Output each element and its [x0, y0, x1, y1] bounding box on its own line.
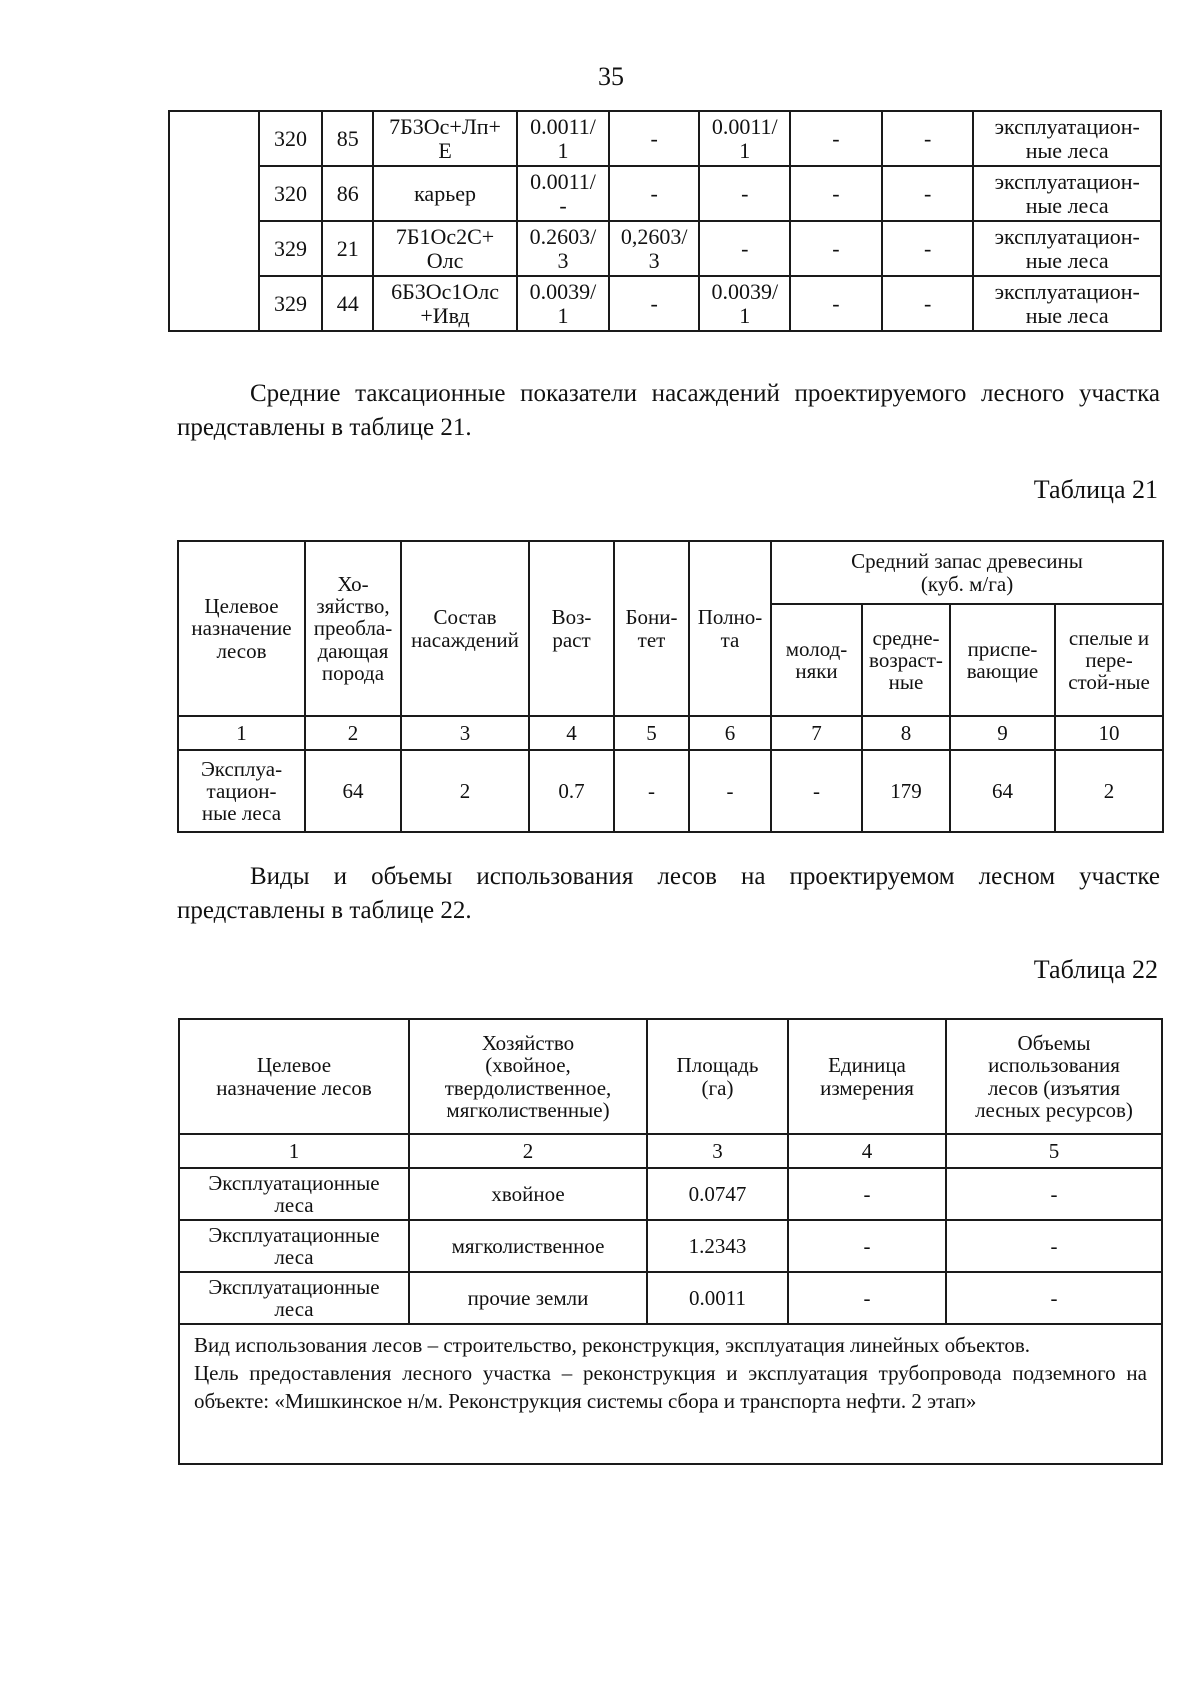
table-cell: хвойное	[409, 1168, 647, 1220]
table-cell: 6Б3Ос1Олс +Ивд	[373, 276, 517, 331]
column-number: 1	[179, 1134, 409, 1168]
column-number: 4	[788, 1134, 946, 1168]
table-row	[179, 1168, 1162, 1220]
column-number: 1	[178, 716, 305, 750]
continuation-table	[168, 110, 1162, 332]
column-header: Площадь (га)	[647, 1019, 788, 1134]
table-cell: -	[946, 1168, 1162, 1220]
t21-header-young: молод- няки	[771, 604, 862, 716]
table-row	[179, 1272, 1162, 1324]
paragraph-table21-intro: Средние таксационные показатели насаждений проектируемого лесного участка представлены в таблице 21.	[177, 380, 1160, 441]
table22-caption: Таблица 22	[1033, 955, 1158, 984]
table-cell: прочие земли	[409, 1272, 647, 1324]
table-cell: -	[609, 111, 700, 166]
table-cell: 2	[401, 750, 529, 832]
table-cell: эксплуатацион- ные леса	[973, 166, 1161, 221]
table-cell: 0,2603/ 3	[609, 221, 700, 276]
column-number: 4	[529, 716, 614, 750]
table-cell: -	[788, 1220, 946, 1272]
table-cell: -	[790, 276, 882, 331]
column-header: Хозяйство (хвойное, твердолиственное, мягколиственные)	[409, 1019, 647, 1134]
t21-header-farm: Хо- зяйство, преобла- дающая порода	[305, 541, 401, 716]
t21-header-density: Полно- та	[689, 541, 771, 716]
table-row	[179, 1220, 1162, 1272]
table-cell: -	[699, 166, 790, 221]
table-cell: 0.7	[529, 750, 614, 832]
column-number: 6	[689, 716, 771, 750]
column-header: Целевое назначение лесов	[179, 1019, 409, 1134]
table-cell: эксплуатацион- ные леса	[973, 221, 1161, 276]
table-cell: -	[946, 1272, 1162, 1324]
t21-header-age: Воз- раст	[529, 541, 614, 716]
table-cell: эксплуатацион- ные леса	[973, 276, 1161, 331]
t21-header-middle: средне- возраст- ные	[862, 604, 950, 716]
column-header: Единица измерения	[788, 1019, 946, 1134]
t21-header-composition: Состав насаждений	[401, 541, 529, 716]
table-cell: -	[882, 276, 974, 331]
table-cell: -	[882, 166, 974, 221]
column-number: 2	[409, 1134, 647, 1168]
table-cell: -	[609, 276, 700, 331]
table-cell: 7Б3Ос+Лп+ Е	[373, 111, 517, 166]
page-number: 35	[598, 62, 624, 91]
table-cell: 0.0011	[647, 1272, 788, 1324]
table-cell: 21	[322, 221, 372, 276]
table-cell: 320	[259, 166, 323, 221]
table-cell: -	[614, 750, 689, 832]
column-number: 7	[771, 716, 862, 750]
table-row	[169, 166, 1161, 221]
cont-table-merged-cell	[169, 111, 259, 331]
table-cell: 320	[259, 111, 323, 166]
table-cell: 7Б1Ос2С+ Олс	[373, 221, 517, 276]
table-cell: -	[609, 166, 700, 221]
table-cell: 0.0747	[647, 1168, 788, 1220]
table-cell: 0.0039/ 1	[699, 276, 790, 331]
table-cell: 85	[322, 111, 372, 166]
table-21	[177, 540, 1164, 833]
table-cell: 329	[259, 276, 323, 331]
paragraph-table22-intro: Виды и объемы использования лесов на проектируемом лесном участке представлены в таблице 22.	[177, 863, 1160, 924]
table-cell: 1.2343	[647, 1220, 788, 1272]
t21-header-purpose: Целевое назначение лесов	[178, 541, 305, 716]
t21-header-bonitet: Бони- тет	[614, 541, 689, 716]
table-cell: -	[882, 221, 974, 276]
table-cell: 0.0011/ -	[517, 166, 609, 221]
table-cell: 64	[950, 750, 1055, 832]
table-cell: 329	[259, 221, 323, 276]
table-cell: -	[882, 111, 974, 166]
table-cell: 64	[305, 750, 401, 832]
table-cell: -	[699, 221, 790, 276]
table-cell: -	[689, 750, 771, 832]
table-cell: 179	[862, 750, 950, 832]
table-cell: 44	[322, 276, 372, 331]
column-number: 2	[305, 716, 401, 750]
table-cell: мягколиственное	[409, 1220, 647, 1272]
table-cell: Эксплуатационные леса	[179, 1168, 409, 1220]
table-cell: -	[790, 111, 882, 166]
t21-header-maturing: приспе- вающие	[950, 604, 1055, 716]
table-cell: -	[788, 1168, 946, 1220]
table-cell: -	[788, 1272, 946, 1324]
t21-header-stock-group: Средний запас древесины (куб. м/га)	[771, 541, 1163, 604]
table-cell: -	[790, 221, 882, 276]
column-number: 3	[401, 716, 529, 750]
column-number: 3	[647, 1134, 788, 1168]
table-cell: 0.0011/ 1	[699, 111, 790, 166]
table-cell: -	[790, 166, 882, 221]
table-cell: 0.0011/ 1	[517, 111, 609, 166]
column-header: Объемы использования лесов (изъятия лесных ресурсов)	[946, 1019, 1162, 1134]
table-cell: Эксплуатационные леса	[179, 1272, 409, 1324]
table-22	[178, 1018, 1163, 1465]
table-cell: 86	[322, 166, 372, 221]
table-cell: 2	[1055, 750, 1163, 832]
table-row	[169, 276, 1161, 331]
table-cell: карьер	[373, 166, 517, 221]
table-cell: Эксплуатационные леса	[179, 1220, 409, 1272]
column-number: 5	[946, 1134, 1162, 1168]
table-cell: -	[771, 750, 862, 832]
table-cell: эксплуатацион- ные леса	[973, 111, 1161, 166]
table-row	[169, 111, 1161, 166]
column-number: 8	[862, 716, 950, 750]
table-cell: Эксплуа- тацион- ные леса	[178, 750, 305, 832]
column-number: 10	[1055, 716, 1163, 750]
column-number: 9	[950, 716, 1055, 750]
table-row	[169, 221, 1161, 276]
column-number: 5	[614, 716, 689, 750]
table-cell: 0.2603/ 3	[517, 221, 609, 276]
t21-header-mature: спелые и пере- стой-ные	[1055, 604, 1163, 716]
t22-note: Вид использования лесов – строительство, реконструкция, эксплуатация линейных объектов. Цель предоставления лесного участка – реконструкция и эксплуатация трубопровода подземного на объекте: «Мишкинское н/м. Реконструкция системы сбора и транспорта нефти. 2 этап»	[179, 1324, 1162, 1464]
table21-caption: Таблица 21	[1033, 475, 1158, 504]
table-cell: 0.0039/ 1	[517, 276, 609, 331]
table-cell: -	[946, 1220, 1162, 1272]
